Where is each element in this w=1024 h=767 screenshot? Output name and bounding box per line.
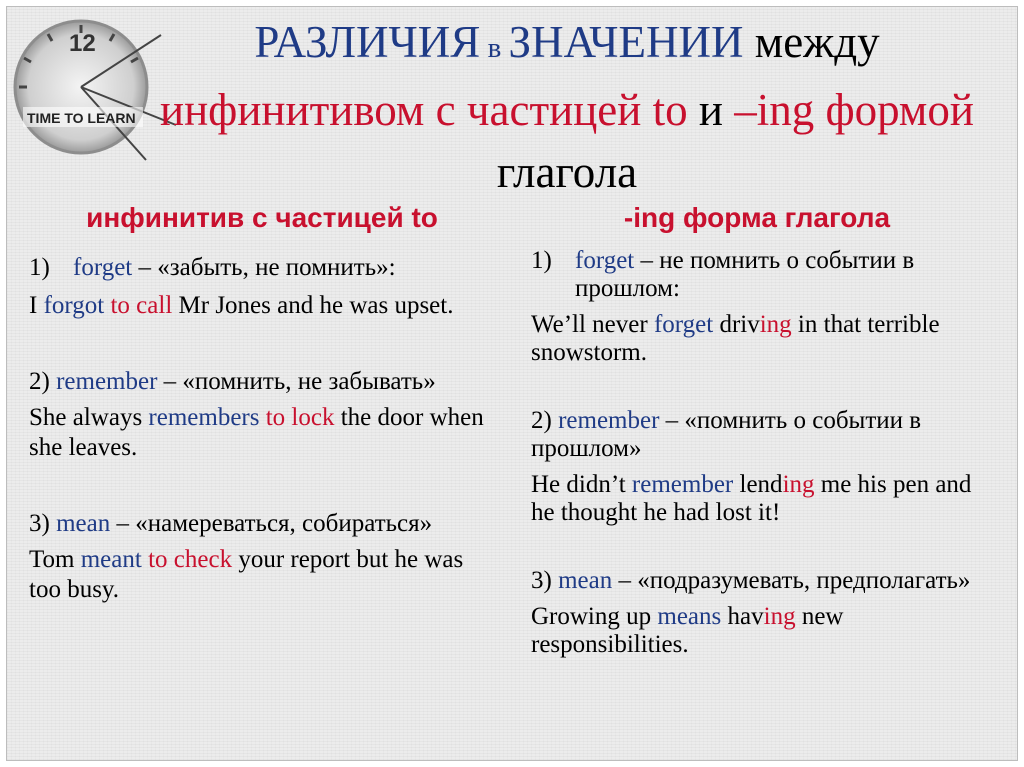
right-item-3-example: Growing up means having new responsibilities. [531,603,844,658]
title-part-7: –ing формой [734,85,974,135]
title-part-8: глагола [496,147,638,197]
right-item-1-word: forget [575,247,635,274]
right-column-heading: -ing форма глагола [623,202,891,233]
right-item-3-word: mean [558,567,613,594]
logo-text: TIME TO LEARN [27,110,136,126]
title-part-1: РАЗЛИЧИЯ [254,17,481,67]
left-item-2-number: 2) [29,368,57,395]
right-item-1-number: 1) [531,247,552,274]
right-item-2-example: He didn’t remember lending me his pen and he thought he had lost it! [531,471,972,526]
title-part-6: и [687,85,735,135]
title-part-5: инфинитивом с частицей to [160,85,688,135]
left-item-3-example: Tom meant to check your report but he was too busy. [29,546,464,603]
left-item-1-number: 1) [29,254,50,281]
left-item-1 [29,253,489,321]
left-item-3-meaning: – «намереваться, собираться» [110,510,433,537]
right-item-2-meaning: – «помнить о событии в прошлом» [531,407,922,462]
left-item-1-example: I forgot to call Mr Jones and he was upset. [29,292,454,319]
right-item-1 [531,247,1001,367]
right-item-3-number: 3) [531,567,559,594]
left-column-heading: инфинитив с частицей to [86,202,438,233]
title-part-3: ЗНАЧЕНИИ [508,17,744,67]
right-item-1-meaning: – не помнить о событии в прошлом: [575,247,915,302]
slide [6,6,1018,761]
right-item-3-meaning: – «подразумевать, предполагать» [612,567,971,594]
left-item-1-meaning: – «забыть, не помнить»: [132,254,396,281]
right-item-1-example: We’ll never forget driving in that terrible snowstorm. [531,311,940,366]
left-item-2-meaning: – «помнить, не забывать» [157,368,436,395]
right-item-2 [531,407,1001,527]
left-item-3-number: 3) [29,510,57,537]
left-item-1-word: forget [73,254,133,281]
slide-title [127,11,1007,203]
title-part-2: в [480,32,509,64]
left-item-2-word: remember [56,368,158,395]
right-item-2-word: remember [558,407,660,434]
left-item-2-example: She always remembers to lock the door when she leaves. [29,404,484,461]
logo-number: 12 [69,30,96,57]
left-item-3-word: mean [56,510,111,537]
left-item-2 [29,367,489,463]
right-column [531,247,1001,659]
right-item-2-number: 2) [531,407,559,434]
right-item-3 [531,567,1001,659]
left-column [29,253,489,605]
title-part-4: между [743,17,880,67]
left-item-3 [29,509,489,605]
